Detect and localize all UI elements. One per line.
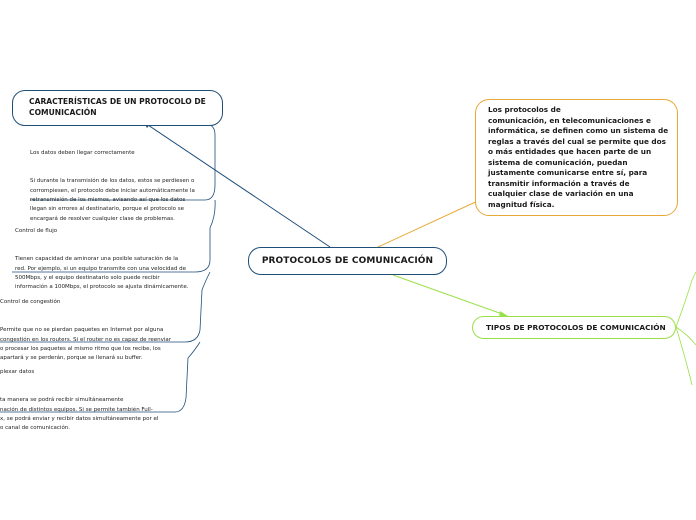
types-branch-1 xyxy=(676,272,696,327)
connector-central-definition xyxy=(378,199,482,247)
connector-central-types xyxy=(393,275,505,315)
central-topic-label: PROTOCOLOS DE COMUNICACIÓN xyxy=(261,256,434,266)
topic-definition-label: Los protocolos de comunicación, en telecomunicaciones e informática, se definen como un sistema de reglas a través del cual se permite que dos o más entidades que hacen parte de un sistema de comunicación, puedan justamente comunicarse entre sí, para transmitir información a través de cualquier clase de variación en una magnitud física. xyxy=(488,105,669,209)
types-branch-3 xyxy=(676,327,692,385)
subtopic-title: Control de congestión xyxy=(0,299,61,306)
subtopic-title: Control de flujo xyxy=(15,228,58,235)
topic-characteristics-label: CARACTERÍSTICAS DE UN PROTOCOLO DE COMUNICACIÓN xyxy=(29,97,206,117)
subtopic-body: Tienen capacidad de aminorar una posible saturación de la red. Por ejemplo, si un equipo transmite con una velocidad de 500Mbps, y el equipo destinatario solo puede recibir información a 100Mbps, el protocolo se ajusta dinámicamente. xyxy=(15,256,189,291)
topic-types[interactable] xyxy=(472,316,676,339)
topic-characteristics[interactable] xyxy=(12,90,223,126)
subtopic-title: plexar datos xyxy=(0,369,35,376)
subtopic-body: ta manera se podrá recibir simultáneamente nación de distintos equipos. Si se permite también Full- x, se podrá enviar y recibir datos simultáneamente por el o canal de comunicación. xyxy=(0,397,159,432)
subtopic-multiplex-data[interactable] xyxy=(0,359,158,443)
central-topic[interactable] xyxy=(248,247,447,275)
subtopic-body: Permite que no se pierdan paquetes en Internet por alguna congestión en los routers. Si el router no es capaz de reenviar o procesar los paquetes al mismo ritmo que los recibe, los apartará y se perderán, porque se llenará su buffer. xyxy=(0,327,172,362)
subtopic-body: Si durante la transmisión de los datos, estos se perdiesen o corrompiesen, el protocolo debe iniciar automáticamente la retransmisión de los mismos, avisando así que los datos llegan sin errores al destinatario, porque el protocolo se encargará de resolver cualquier clase de problemas. xyxy=(30,178,195,222)
subtopic-title: Los datos deben llegar correctamente xyxy=(30,150,135,157)
topic-definition[interactable] xyxy=(475,99,678,216)
topic-types-label: TIPOS DE PROTOCOLOS DE COMUNICACIÓN xyxy=(486,323,666,332)
